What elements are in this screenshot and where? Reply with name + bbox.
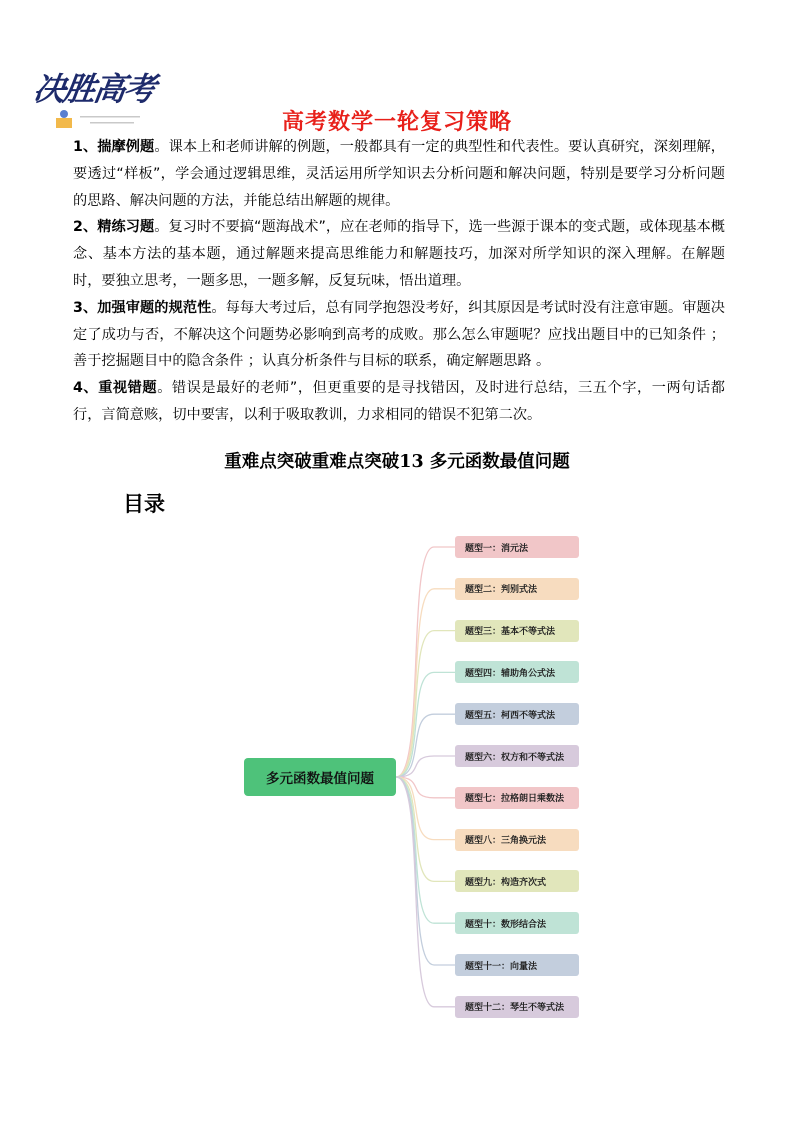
mindmap-branch-7: 题型七：拉格朗日乘数法 — [455, 787, 579, 809]
mindmap-connector — [396, 631, 455, 777]
paragraph-3-text: 。每每大考过后，总有同学抱怨没考好，纠其原因是考试时没有注意审题。审题决定了成功与否，不解决这个问题势必影响到高考的成败。那么怎么审题呢？应找出题目中的已知条件 ；善于挖掘题目中的隐含条件 ；认真分析条件与目标的联系，确定解题思路 。 — [73, 299, 725, 370]
mindmap-branch-8: 题型八：三角换元法 — [455, 829, 579, 851]
mindmap-branch-11: 题型十一：向量法 — [455, 954, 579, 976]
page-title: 高考数学一轮复习策略 — [281, 110, 512, 135]
paragraph-2-text: 。复习时不要搞“题海战术”，应在老师的指导下，选一些源于课本的变式题，或体现基本概念、基本方法的基本题，通过解题来提高思维能力和解题技巧，加深对所学知识的深入理解。在解题时，要独立思考，一题多思，一题多解，反复玩味，悟出道理。 — [73, 219, 725, 289]
toc-heading: 目录 — [123, 492, 165, 516]
mindmap-connector — [396, 589, 455, 777]
mindmap-branch-10: 题型十：数形结合法 — [455, 912, 579, 934]
mindmap-branch-1: 题型一：消元法 — [455, 536, 579, 558]
paragraph-4-head: 重视错题 — [98, 380, 158, 397]
mindmap-connector — [396, 777, 455, 965]
mindmap-branch-4: 题型四：辅助角公式法 — [455, 661, 579, 683]
mindmap-connector — [396, 547, 455, 777]
paragraph-3-num: 3、 — [73, 299, 98, 316]
section-subtitle: 重难点突破重难点突破13 多元函数最值问题 — [224, 452, 570, 472]
mindmap-branch-3: 题型三：基本不等式法 — [455, 620, 579, 642]
paragraph-1-text: 。课本上和老师讲解的例题，一般都具有一定的典型性和代表性。要认真研究，深刻理解，要透过“样板”，学会通过逻辑思维，灵活运用所学知识去分析问题和解决问题，特别是要学习分析问题的思路、解决问题的方法，并能总结出解题的规律。 — [73, 139, 725, 209]
mindmap-connector — [396, 777, 455, 923]
mindmap-connector — [396, 672, 455, 777]
mindmap-branch-9: 题型九：构造齐次式 — [455, 870, 579, 892]
mindmap-connector — [396, 777, 455, 1007]
mindmap-branch-2: 题型二：判别式法 — [455, 578, 579, 600]
paragraph-4-num: 4、 — [73, 380, 99, 397]
paragraph-2-head: 精练习题 — [97, 219, 155, 236]
mindmap-branch-5: 题型五：柯西不等式法 — [455, 703, 579, 725]
mindmap-branch-6: 题型六：权方和不等式法 — [455, 745, 579, 767]
paragraph-1-head: 揣摩例题 — [97, 139, 155, 155]
mindmap-connector — [396, 777, 455, 881]
paragraph-2-num: 2、 — [73, 219, 98, 236]
paragraph-1-num: 1、 — [73, 139, 98, 155]
paragraph-4-text: 。错误是最好的老师”，但更重要的是寻找错因，及时进行总结，三五个字，一两句话都行，言简意赅，切中要害，以利于吸取教训，力求相同的错误不犯第二次。 — [73, 380, 725, 423]
mindmap-root: 多元函数最值问题 — [244, 758, 396, 796]
logo-text: 决胜高考 — [31, 70, 157, 108]
mindmap-branch-12: 题型十二：琴生不等式法 — [455, 996, 579, 1018]
paragraph-3-head: 加强审题的规范性 — [97, 299, 212, 316]
